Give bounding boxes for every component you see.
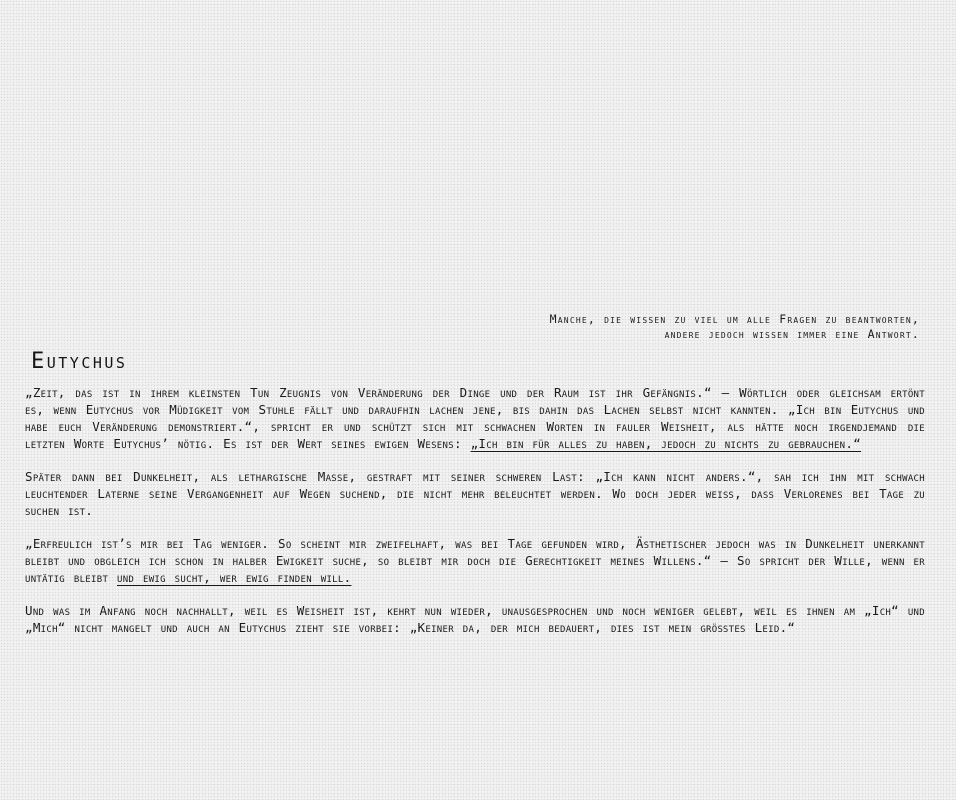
body-text [25,384,925,652]
paragraph-3-text: „Erfreulich ist’s mir bei Tag weniger. So scheint mir zweifelhaft, was bei Tage gefunden wird, Ästhetischer jedoch was in Dunkelheit unerkannt bleibt und obgleich ich schon in halber Ewigkeit suche, so bleibt mir doch die Gerechtigkeit meines Willens.“ – So spricht der Wille, wenn er untätig bleibt [25,536,925,585]
paragraph-3-underlined-phrase: und ewig sucht, wer ewig finden will. [117,570,352,585]
paragraph-1 [25,384,925,452]
epigraph-line-1: Manche, die wissen zu viel um alle Fragen zu beantworten, [549,312,920,326]
paragraph-1-text: „Zeit, das ist in ihrem kleinsten Tun Zeugnis von Veränderung der Dinge und der Raum ist ihr Gefängnis.“ – Wörtlich oder gleichsam ertönt es, wenn Eutychus vor Müdigkeit vom Stuhle fällt und daraufhin lachen jene, bis dahin das Lachen selbst nicht kannten. „Ich bin Eutychus und habe euch Veränderung demonstriert.“, spricht er und schützt sich mit schwachen Worten in fauler Weisheit, als hätte noch irgendjemand die letzten Worte Eutychus’ nötig. Es ist der Wert seines ewigen Wesens: [25,385,925,451]
paragraph-2 [25,468,925,519]
paragraph-4-text: Und was im Anfang noch nachhallt, weil es Weisheit ist, kehrt nun wieder, unausgesprochen und noch weniger gelebt, weil es ihnen am „Ich“ und „Mich“ nicht mangelt und auch an Eutychus zieht sie vorbei: „Keiner da, der mich bedauert, dies ist mein größtes Leid.“ [25,603,925,635]
paragraph-1-underlined-quote: „Ich bin für alles zu haben, jedoch zu nichts zu gebrauchen.“ [470,436,862,451]
paragraph-3 [25,535,925,586]
page-title: Eutychus [31,349,128,374]
epigraph [460,312,920,342]
epigraph-line-2: andere jedoch wissen immer eine Antwort. [664,327,920,341]
paragraph-4 [25,602,925,636]
paragraph-2-text: Später dann bei Dunkelheit, als lethargische Masse, gestraft mit seiner schweren Last: „Ich kann nicht anders.“, sah ich ihn mit schwach leuchtender Laterne seine Vergangenheit auf Wegen suchend, die nicht mehr beleuchtet werden. Wo doch jeder weiß, dass Verlorenes bei Tage zu suchen ist. [25,469,925,518]
